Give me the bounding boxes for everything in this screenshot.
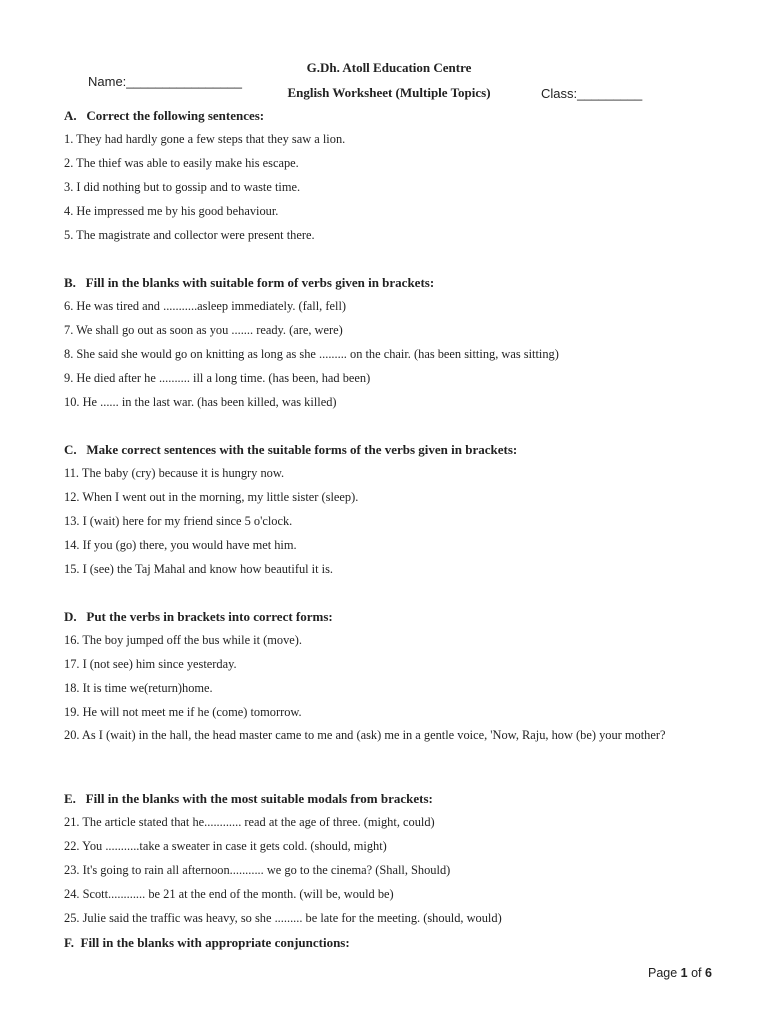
section-heading-f: F. Fill in the blanks with appropriate conjunctions: [64,935,350,950]
school-title: G.Dh. Atoll Education Centre [306,60,472,75]
question-item: 20. As I (wait) in the hall, the head master came to me and (ask) me in a gentle voice, 'Now, Raju, how (be) your mother? [64,728,666,742]
question-item: 6. He was tired and ...........asleep immediately. (fall, fell) [64,299,347,313]
question-item: 2. The thief was able to easily make his escape. [64,156,299,170]
question-item: 19. He will not meet me if he (come) tomorrow. [64,705,302,719]
question-item: 23. It's going to rain all afternoon........... we go to the cinema? (Shall, Should) [64,863,451,877]
question-item: 22. You ...........take a sweater in case it gets cold. (should, might) [64,839,387,853]
question-item: 7. We shall go out as soon as you ....... ready. (are, were) [64,323,343,337]
class-field: Class:_________ [541,86,643,101]
question-item: 8. She said she would go on knitting as long as she ......... on the chair. (has been sitting, was sitting) [64,347,559,361]
of-label: of [687,966,705,980]
section-heading-d: D. Put the verbs in brackets into correct forms: [64,609,333,624]
question-item: 17. I (not see) him since yesterday. [64,657,237,671]
question-item: 11. The baby (cry) because it is hungry now. [64,466,285,480]
question-item: 5. The magistrate and collector were present there. [64,228,315,242]
question-item: 21. The article stated that he............ read at the age of three. (might, could) [64,815,435,829]
question-item: 25. Julie said the traffic was heavy, so she ......... be late for the meeting. (should, would) [64,911,502,925]
question-item: 24. Scott............ be 21 at the end of the month. (will be, would be) [64,887,394,901]
question-item: 12. When I went out in the morning, my little sister (sleep). [64,490,359,504]
question-item: 18. It is time we(return)home. [64,681,213,695]
question-item: 15. I (see) the Taj Mahal and know how beautiful it is. [64,562,334,576]
question-item: 1. They had hardly gone a few steps that they saw a lion. [64,132,346,146]
total-pages: 6 [705,966,712,980]
current-page: 1 [680,966,688,980]
page-number [648,966,712,980]
worksheet-subtitle: English Worksheet (Multiple Topics) [287,85,491,100]
question-item: 16. The boy jumped off the bus while it (move). [64,633,303,647]
section-heading-a: A. Correct the following sentences: [64,108,265,123]
page-label: Page [648,966,681,980]
section-heading-b: B. Fill in the blanks with suitable form of verbs given in brackets: [64,275,435,290]
question-item: 9. He died after he .......... ill a long time. (has been, had been) [64,371,371,385]
question-item: 10. He ...... in the last war. (has been killed, was killed) [64,395,337,409]
question-item: 14. If you (go) there, you would have met him. [64,538,297,552]
question-item: 3. I did nothing but to gossip and to waste time. [64,180,301,194]
section-heading-c: C. Make correct sentences with the suitable forms of the verbs given in brackets: [64,442,518,457]
question-item: 4. He impressed me by his good behaviour. [64,204,279,218]
section-heading-e: E. Fill in the blanks with the most suitable modals from brackets: [64,791,433,806]
name-field: Name:________________ [88,74,242,89]
question-item: 13. I (wait) here for my friend since 5 o'clock. [64,514,293,528]
